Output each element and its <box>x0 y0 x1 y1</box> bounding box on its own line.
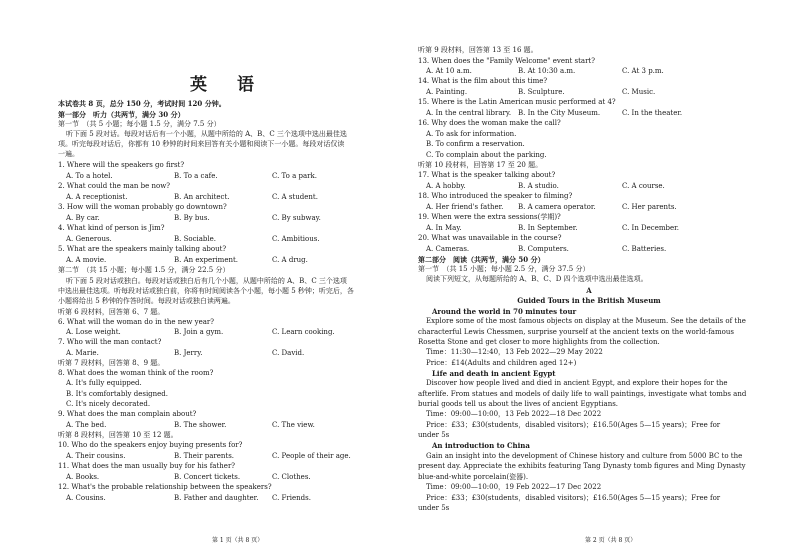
option-b: B. A studio. <box>518 182 559 190</box>
section1-heading: 第一节 （共 5 小题；每小题 1.5 分，满分 7.5 分） <box>58 120 221 128</box>
option-a: A. At 10 a.m. <box>426 67 472 75</box>
question-18: 18. Who introduced the speaker to filming? <box>418 192 573 200</box>
option-a: A. By car. <box>66 214 100 222</box>
option-b: B. It's comfortably designed. <box>66 390 169 398</box>
question-17: 17. What is the speaker talking about? <box>418 171 556 179</box>
section2-instruction-line: 听下面 5 段对话或独白。每段对话或独白后有几个小题，从题中所给的 A、B、C 三个选项 <box>66 277 347 285</box>
option-b: B. Join a gym. <box>174 328 224 336</box>
option-b: B. Sculpture. <box>518 88 565 96</box>
option-c: C. Friends. <box>272 494 311 502</box>
option-a: A. To a hotel. <box>66 172 113 180</box>
option-c: C. Music. <box>622 88 656 96</box>
tour-heading: Around the world in 70 minutes tour <box>432 307 577 316</box>
option-c: C. It's nicely decorated. <box>66 400 151 408</box>
option-a: A. Generous. <box>66 235 112 243</box>
option-b: B. Their parents. <box>174 452 235 460</box>
part2-heading: 第二部分 阅读（共两节，满分 50 分） <box>418 255 545 264</box>
tour-body-line: Gain an insight into the development of Chinese history and culture from 5000 BC to the <box>426 452 743 460</box>
option-a: A. Their cousins. <box>66 452 126 460</box>
option-b: B. Jerry. <box>174 349 203 357</box>
option-b: B. At 10:30 a.m. <box>518 67 576 75</box>
option-b: B. In September. <box>518 224 578 232</box>
option-b: B. In the City Museum. <box>518 109 601 117</box>
question-19: 19. When were the extra sessions(学期)? <box>418 213 561 221</box>
option-c: C. To a park. <box>272 172 317 180</box>
option-c: C. Ambitious. <box>272 235 320 243</box>
option-a: A. Cameras. <box>426 245 470 253</box>
part2-section1-heading: 第一节 （共 15 小题；每小题 2.5 分，满分 37.5 分） <box>418 265 590 273</box>
exam-title: 英 语 <box>190 75 266 95</box>
tour-body-line: blue-and-white porcelain(瓷器). <box>418 473 529 481</box>
option-a: A. Lose weight. <box>66 328 121 336</box>
option-c: C. David. <box>272 349 305 357</box>
tour-price: Price：£33；£30(students，disabled visitors)；£16.50(Ages 5—15 years)；Free for <box>426 421 721 429</box>
option-b: B. To confirm a reservation. <box>426 140 525 148</box>
section1-instruction-line: 一遍。 <box>58 150 79 158</box>
option-b: B. A camera operator. <box>518 203 596 211</box>
tour-body-line: Rosetta Stone and get closer to more highlights from the collection. <box>418 338 660 346</box>
option-a: A. Her friend's father. <box>426 203 504 211</box>
option-a: A. The bed. <box>66 421 107 429</box>
material-heading: 听第 9 段材料，回答第 13 至 16 题。 <box>418 46 538 54</box>
tour-price-continued: under 5s <box>418 431 450 439</box>
question-15: 15. Where is the Latin American music performed at 4? <box>418 98 616 106</box>
option-a: A. A movie. <box>66 256 107 264</box>
material-heading: 听第 8 段材料，回答第 10 至 12 题。 <box>58 431 178 439</box>
option-c: C. A course. <box>622 182 665 190</box>
tour-body-line: afterlife. From statues and models of daily life to wall paintings, investigate what tombs and <box>418 390 747 398</box>
option-c: C. In the theater. <box>622 109 683 117</box>
section2-instruction-line: 小题将给出 5 秒钟的作答时间。每段对话或独白读两遍。 <box>58 297 235 305</box>
section2-instruction-line: 中选出最佳选项。听每段对话或独白前，你将有时间阅读各个小题，每小题 5 秒钟；听完后，各 <box>58 287 354 295</box>
option-c: C. Clothes. <box>272 473 311 481</box>
material-heading: 听第 7 段材料，回答第 8、9 题。 <box>58 359 165 367</box>
option-c: C. Learn cooking. <box>272 328 335 336</box>
tour-body-line: Discover how people lived and died in ancient Egypt, and explore their hopes for the <box>426 379 728 387</box>
option-a: A. To ask for information. <box>426 130 517 138</box>
tour-heading: Life and death in ancient Egypt <box>432 369 556 378</box>
tour-body-line: burial goods tell us about the lives of ancient Egyptians. <box>418 400 619 408</box>
question-5: 5. What are the speakers mainly talking about? <box>58 245 227 253</box>
option-a: A. Cousins. <box>66 494 106 502</box>
option-c: C. To complain about the parking. <box>426 151 547 159</box>
part2-instruction: 阅读下列短文，从每题所给的 A、B、C、D 四个选项中选出最佳选项。 <box>426 275 648 283</box>
option-c: C. A drug. <box>272 256 308 264</box>
question-20: 20. What was unavailable in the course? <box>418 234 562 242</box>
question-6: 6. What will the woman do in the new year? <box>58 318 215 326</box>
passage-title: Guided Tours in the British Museum <box>517 296 661 305</box>
section2-heading: 第二节 （共 15 小题；每小题 1.5 分，满分 22.5 分） <box>58 266 230 274</box>
option-b: B. The shower. <box>174 421 227 429</box>
section1-instruction-line: 听下面 5 段对话。每段对话后有一个小题，从题中所给的 A、B、C 三个选项中选出最佳选 <box>66 130 347 138</box>
question-4: 4. What kind of person is Jim? <box>58 224 165 232</box>
exam-notice: 本试卷共 8 页，总分 150 分，考试时间 120 分钟。 <box>58 99 226 108</box>
option-b: B. An architect. <box>174 193 230 201</box>
question-11: 11. What does the man usually buy for his father? <box>58 462 236 470</box>
material-heading: 听第 6 段材料，回答第 6、7 题。 <box>58 308 165 316</box>
option-b: B. By bus. <box>174 214 210 222</box>
tour-time: Time：09:00—10:00，19 Feb 2022—17 Dec 2022 <box>426 483 602 491</box>
question-10: 10. Who do the speakers enjoy buying presents for? <box>58 441 243 449</box>
option-b: B. Concert tickets. <box>174 473 241 481</box>
option-a: A. Painting. <box>426 88 468 96</box>
question-3: 3. How will the woman probably go downtown? <box>58 203 227 211</box>
option-b: B. Computers. <box>518 245 569 253</box>
part1-heading: 第一部分 听力（共两节，满分 30 分） <box>58 110 185 119</box>
tour-body-line: Explore some of the most famous objects on display at the Museum. See the details of the <box>426 317 746 325</box>
option-b: B. Sociable. <box>174 235 217 243</box>
page-footer: 第 2 页（共 8 页） <box>585 537 637 544</box>
option-b: B. An experiment. <box>174 256 239 264</box>
tour-price: Price：£14(Adults and children aged 12+) <box>426 359 577 367</box>
option-a: A. In the central library. <box>426 109 512 117</box>
tour-price: Price：£33；£30(students，disabled visitors)；£16.50(Ages 5—15 years)；Free for <box>426 494 721 502</box>
question-2: 2. What could the man be now? <box>58 182 170 190</box>
question-8: 8. What does the woman think of the room? <box>58 369 214 377</box>
tour-time: Time：11:30—12:40，13 Feb 2022—29 May 2022 <box>426 348 603 356</box>
tour-body-line: present day. Appreciate the exhibits featuring Tang Dynasty tomb figures and Ming Dynasty <box>418 462 746 470</box>
question-1: 1. Where will the speakers go first? <box>58 161 185 169</box>
tour-body-line: characterful Lewis Chessmen, surprise yourself at the ancient texts on the world-famous <box>418 328 734 336</box>
option-a: A. Marie. <box>66 349 99 357</box>
option-a: A. A hobby. <box>426 182 466 190</box>
option-c: C. Her parents. <box>622 203 677 211</box>
option-c: C. People of their age. <box>272 452 351 460</box>
passage-letter: A <box>586 286 592 295</box>
option-a: A. In May. <box>426 224 462 232</box>
material-heading: 听第 10 段材料，回答第 17 至 20 题。 <box>418 161 543 169</box>
option-c: C. By subway. <box>272 214 321 222</box>
section1-instruction-line: 项。听完每段对话后，你都有 10 秒钟的时间来回答有关小题和阅读下一小题。每段对话仅读 <box>58 140 345 148</box>
question-9: 9. What does the man complain about? <box>58 410 197 418</box>
option-c: C. The view. <box>272 421 315 429</box>
option-c: C. In December. <box>622 224 679 232</box>
option-a: A. Books. <box>66 473 100 481</box>
option-b: B. To a cafe. <box>174 172 218 180</box>
option-c: C. At 3 p.m. <box>622 67 664 75</box>
question-7: 7. Who will the man contact? <box>58 338 162 346</box>
tour-price-continued: under 5s <box>418 504 450 512</box>
option-c: C. A student. <box>272 193 318 201</box>
option-a: A. It's fully equipped. <box>66 379 142 387</box>
question-13: 13. When does the "Family Welcome" event start? <box>418 57 595 65</box>
page-footer: 第 1 页（共 8 页） <box>212 537 264 544</box>
tour-heading: An introduction to China <box>432 441 530 450</box>
option-b: B. Father and daughter. <box>174 494 259 502</box>
question-14: 14. What is the film about this time? <box>418 77 548 85</box>
option-a: A. A receptionist. <box>66 193 128 201</box>
question-16: 16. Why does the woman make the call? <box>418 119 561 127</box>
tour-time: Time：09:00—10:00，13 Feb 2022—18 Dec 2022 <box>426 410 602 418</box>
option-c: C. Batteries. <box>622 245 667 253</box>
question-12: 12. What's the probable relationship between the speakers? <box>58 483 272 491</box>
